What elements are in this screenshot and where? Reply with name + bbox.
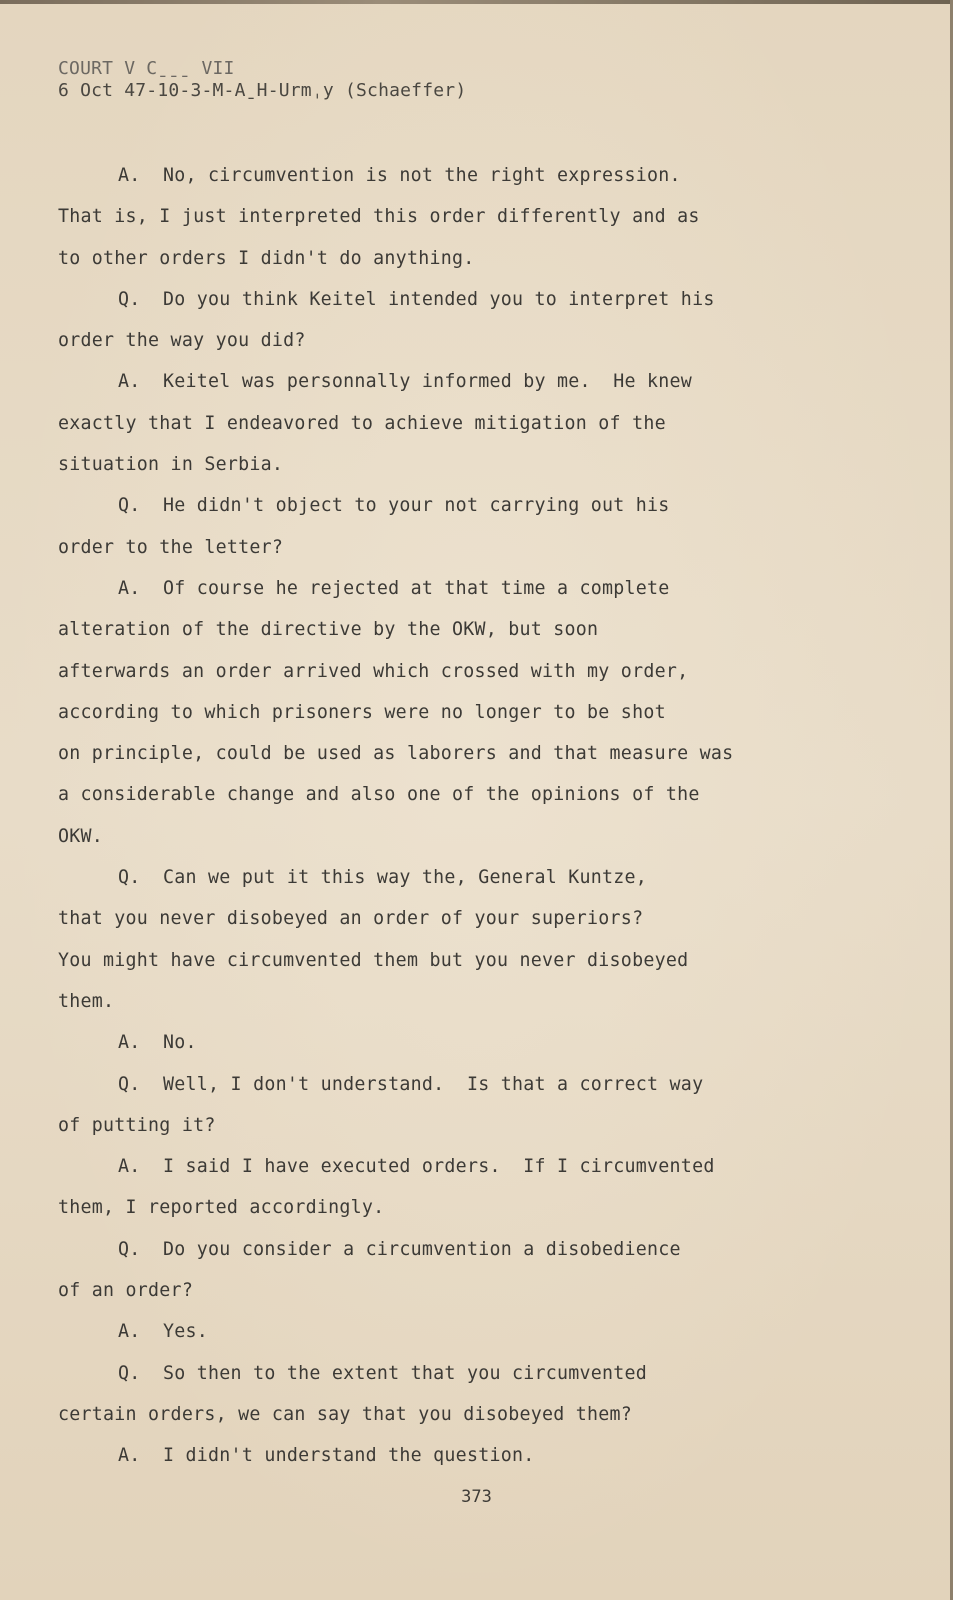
- transcript-line: that you never disobeyed an order of your superiors?: [58, 908, 644, 930]
- transcript-line: A. Yes.: [118, 1321, 209, 1343]
- transcript-line: A. I didn't understand the question.: [118, 1445, 535, 1467]
- transcript-line: Q. So then to the extent that you circumvented: [118, 1362, 648, 1384]
- transcript-line: Q. Do you think Keitel intended you to interpret his: [118, 288, 715, 310]
- transcript-line: order to the letter?: [58, 536, 284, 558]
- transcript-line: exactly that I endeavored to achieve mitigation of the: [58, 412, 666, 434]
- transcript-line: A. No.: [118, 1032, 197, 1054]
- transcript-line: of an order?: [58, 1280, 194, 1302]
- page-number: 373: [461, 1487, 492, 1507]
- header-court-case: COURT V Cˍˍˍ VII: [58, 58, 235, 79]
- transcript-line: A. Keitel was personnally informed by me. He knew: [118, 371, 693, 393]
- header-session-info: 6 Oct 47-10-3-M-AˍH-Urmˌy (Schaeffer): [58, 80, 467, 101]
- transcript-line: Q. Can we put it this way the, General Kuntze,: [118, 867, 648, 889]
- transcript-line: A. I said I have executed orders. If I circumvented: [118, 1156, 715, 1178]
- transcript-line: afterwards an order arrived which crossed with my order,: [58, 660, 689, 682]
- transcript-line: Q. He didn't object to your not carrying out his: [118, 495, 670, 517]
- transcript-line: of putting it?: [58, 1114, 216, 1136]
- transcript-line: A. No, circumvention is not the right expression.: [118, 165, 681, 186]
- transcript-line: A. Of course he rejected at that time a complete: [118, 577, 670, 599]
- transcript-line: OKW.: [58, 825, 104, 847]
- transcript-line: a considerable change and also one of the opinions of the: [58, 784, 700, 806]
- page-header: [58, 58, 466, 102]
- transcript-line: according to which prisoners were no longer to be shot: [58, 701, 666, 723]
- transcript-line: on principle, could be used as laborers and that measure was: [58, 743, 734, 765]
- transcript-body: [58, 155, 818, 1477]
- transcript-line: order the way you did?: [58, 330, 306, 352]
- transcript-line: situation in Serbia.: [58, 454, 284, 476]
- transcript-line: You might have circumvented them but you never disobeyed: [58, 949, 689, 971]
- transcript-line: certain orders, we can say that you disobeyed them?: [58, 1403, 633, 1425]
- transcript-line: Q. Do you consider a circumvention a disobedience: [118, 1238, 681, 1260]
- transcript-line: Q. Well, I don't understand. Is that a correct way: [118, 1073, 704, 1095]
- transcript-line: them, I reported accordingly.: [58, 1197, 385, 1219]
- transcript-line: them.: [58, 990, 115, 1012]
- transcript-line: alteration of the directive by the OKW, but soon: [58, 619, 599, 641]
- page-top-edge: [0, 0, 953, 4]
- transcript-line: That is, I just interpreted this order differently and as: [58, 206, 700, 228]
- transcript-line: to other orders I didn't do anything.: [58, 247, 475, 269]
